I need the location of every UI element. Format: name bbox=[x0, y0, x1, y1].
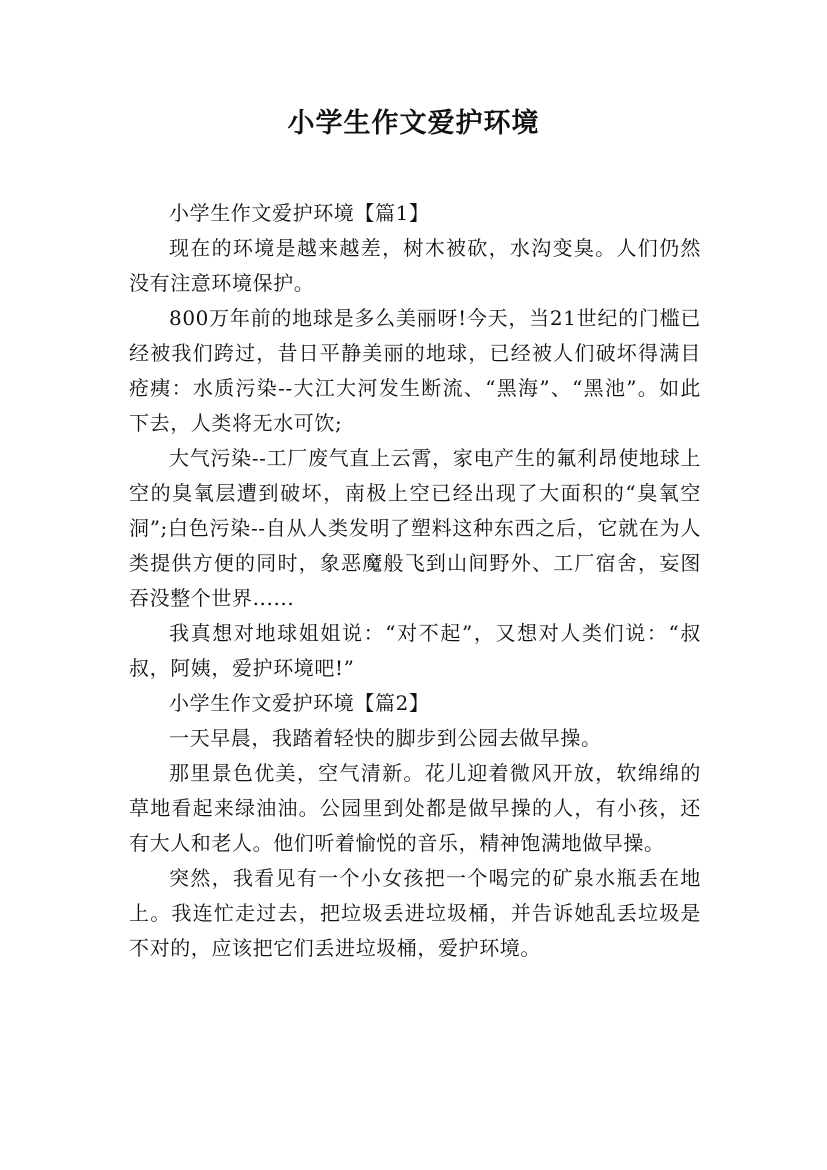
paragraph: 那里景色优美，空气清新。花儿迎着微风开放，软绵绵的草地看起来绿油油。公园里到处都是做早操的人，有小孩，还有大人和老人。他们听着愉悦的音乐，精神饱满地做早操。 bbox=[129, 761, 701, 855]
document-title: 小学生作文爱护环境 bbox=[287, 108, 540, 139]
paragraph: 大气污染--工厂废气直上云霄，家电产生的氟利昂使地球上空的臭氧层遭到破坏，南极上空已经出现了大面积的“臭氧空洞”;白色污染--自从人类发明了塑料这种东西之后，它就在为人类提供方便的同时，象恶魔般飞到山间野外、工厂宿舍，妄图吞没整个世界...... bbox=[129, 446, 701, 610]
paragraph: 一天早晨，我踏着轻快的脚步到公园去做早操。 bbox=[169, 726, 602, 750]
paragraph: 突然，我看见有一个小女孩把一个喝完的矿泉水瓶丢在地上。我连忙走过去，把垃圾丢进垃圾桶，并告诉她乱丢垃圾是不对的，应该把它们丢进垃圾桶，爱护环境。 bbox=[129, 866, 701, 960]
document-body bbox=[129, 196, 701, 966]
paragraph: 现在的环境是越来越差，树木被砍，水沟变臭。人们仍然没有注意环境保护。 bbox=[129, 236, 701, 295]
paragraph: 我真想对地球姐姐说：“对不起”，又想对人类们说：“叔叔，阿姨，爱护环境吧!” bbox=[129, 621, 701, 680]
section-heading-1: 小学生作文爱护环境【篇1】 bbox=[169, 201, 430, 225]
paragraph: 800万年前的地球是多么美丽呀!今天，当21世纪的门槛已经被我们跨过，昔日平静美丽的地球，已经被人们破坏得满目疮痍：水质污染--大江大河发生断流、“黑海”、“黑池”。如此下去，人类将无水可饮; bbox=[129, 306, 701, 435]
section-heading-2: 小学生作文爱护环境【篇2】 bbox=[169, 691, 430, 715]
